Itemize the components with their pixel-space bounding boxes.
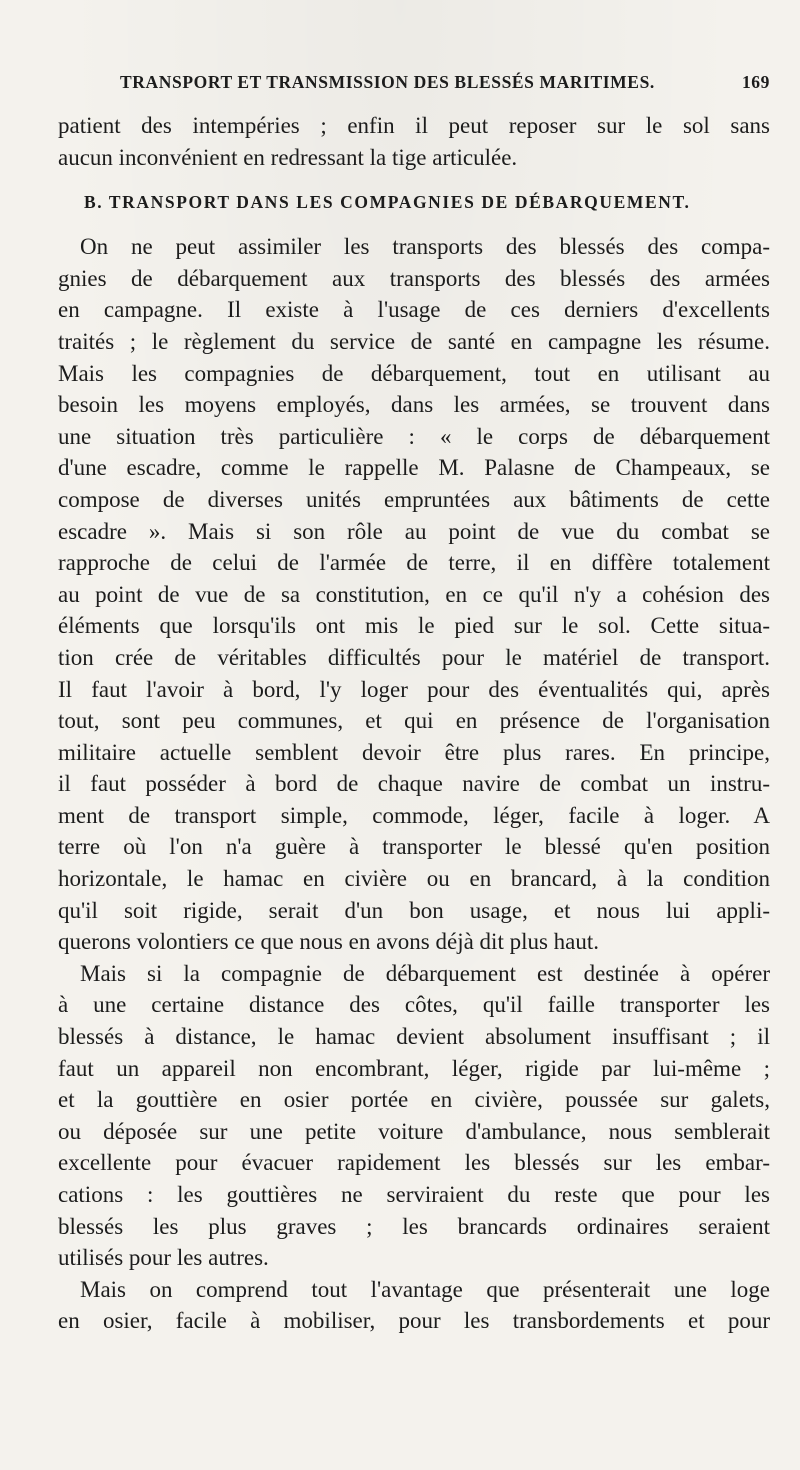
text-line: tion crée de véritables difficultés pour le matériel de transport. xyxy=(58,644,770,670)
text-line: gnies de débarquement aux transports des blessés des armées xyxy=(58,265,770,291)
text-line: querons volontiers ce que nous en avons déjà dit plus haut. xyxy=(58,929,600,955)
text-line: escadre ». Mais si son rôle au point de vue du combat se xyxy=(58,518,770,544)
running-head-title: TRANSPORT ET TRANSMISSION DES BLESSÉS MARITIMES. xyxy=(120,72,655,92)
text-line: Mais on comprend tout l'avantage que présenterait une loge xyxy=(80,1276,770,1302)
text-line: en campagne. Il existe à l'usage de ces derniers d'excellents xyxy=(58,297,770,323)
text-line: en osier, facile à mobiliser, pour les transbordements et pour xyxy=(58,1308,770,1334)
body-text xyxy=(58,110,770,1337)
section-heading: B. TRANSPORT DANS LES COMPAGNIES DE DÉBARQUEMENT. xyxy=(84,192,691,213)
running-head xyxy=(120,72,770,96)
paragraph-3 xyxy=(58,1274,770,1337)
text-line: On ne peut assimiler les transports des blessés des compa- xyxy=(80,234,770,260)
text-line: ou déposée sur une petite voiture d'ambulance, nous semblerait xyxy=(58,1118,770,1144)
text-line: tout, sont peu communes, et qui en présence de l'organisation xyxy=(58,708,770,734)
text-line: excellente pour évacuer rapidement les blessés sur les embar- xyxy=(58,1150,770,1176)
paragraph-2 xyxy=(58,958,770,1274)
text-line: éléments que lorsqu'ils ont mis le pied sur le sol. Cette situa- xyxy=(58,613,770,639)
text-line: blessés les plus graves ; les brancards ordinaires seraient xyxy=(58,1213,770,1239)
text-line: compose de diverses unités empruntées aux bâtiments de cette xyxy=(58,486,770,512)
page-number: 169 xyxy=(741,72,770,92)
text-line: à une certaine distance des côtes, qu'il faille transporter les xyxy=(58,992,770,1018)
text-line: terre où l'on n'a guère à transporter le blessé qu'en position xyxy=(58,834,770,860)
text-line: une situation très particulière : « le corps de débarquement xyxy=(58,423,770,449)
paragraph-1 xyxy=(58,231,770,958)
text-line: horizontale, le hamac en civière ou en brancard, à la condition xyxy=(58,866,770,892)
text-line: faut un appareil non encombrant, léger, rigide par lui-même ; xyxy=(58,1055,770,1081)
text-line: patient des intempéries ; enfin il peut reposer sur le sol sans xyxy=(58,113,770,138)
text-line: rapproche de celui de l'armée de terre, il en diffère totalement xyxy=(58,550,770,576)
text-line: qu'il soit rigide, serait d'un bon usage, et nous lui appli- xyxy=(58,897,770,923)
text-line: ment de transport simple, commode, léger, facile à loger. A xyxy=(58,802,770,828)
text-line: utilisés pour les autres. xyxy=(58,1245,269,1271)
text-line: militaire actuelle semblent devoir être plus rares. En principe, xyxy=(58,739,770,765)
text-line: d'une escadre, comme le rappelle M. Palasne de Champeaux, se xyxy=(58,455,770,481)
text-line: Mais si la compagnie de débarquement est destinée à opérer xyxy=(80,960,770,986)
text-line: et la gouttière en osier portée en civière, poussée sur galets, xyxy=(58,1087,770,1113)
text-line: besoin les moyens employés, dans les armées, se trouvent dans xyxy=(58,392,770,418)
text-line: cations : les gouttières ne serviraient du reste que pour les xyxy=(58,1182,770,1207)
text-line: il faut posséder à bord de chaque navire de combat un instru- xyxy=(58,771,770,797)
text-line: Il faut l'avoir à bord, l'y loger pour des éventualités qui, après xyxy=(58,676,770,702)
text-line: aucun inconvénient en redressant la tige articulée. xyxy=(58,144,518,170)
text-line: traités ; le règlement du service de santé en campagne les résume. xyxy=(58,328,770,354)
text-line: Mais les compagnies de débarquement, tout en utilisant au xyxy=(58,360,770,386)
text-line: blessés à distance, le hamac devient absolument insuffisant ; il xyxy=(58,1024,770,1050)
text-line: au point de vue de sa constitution, en ce qu'il n'y a cohésion des xyxy=(58,581,770,607)
